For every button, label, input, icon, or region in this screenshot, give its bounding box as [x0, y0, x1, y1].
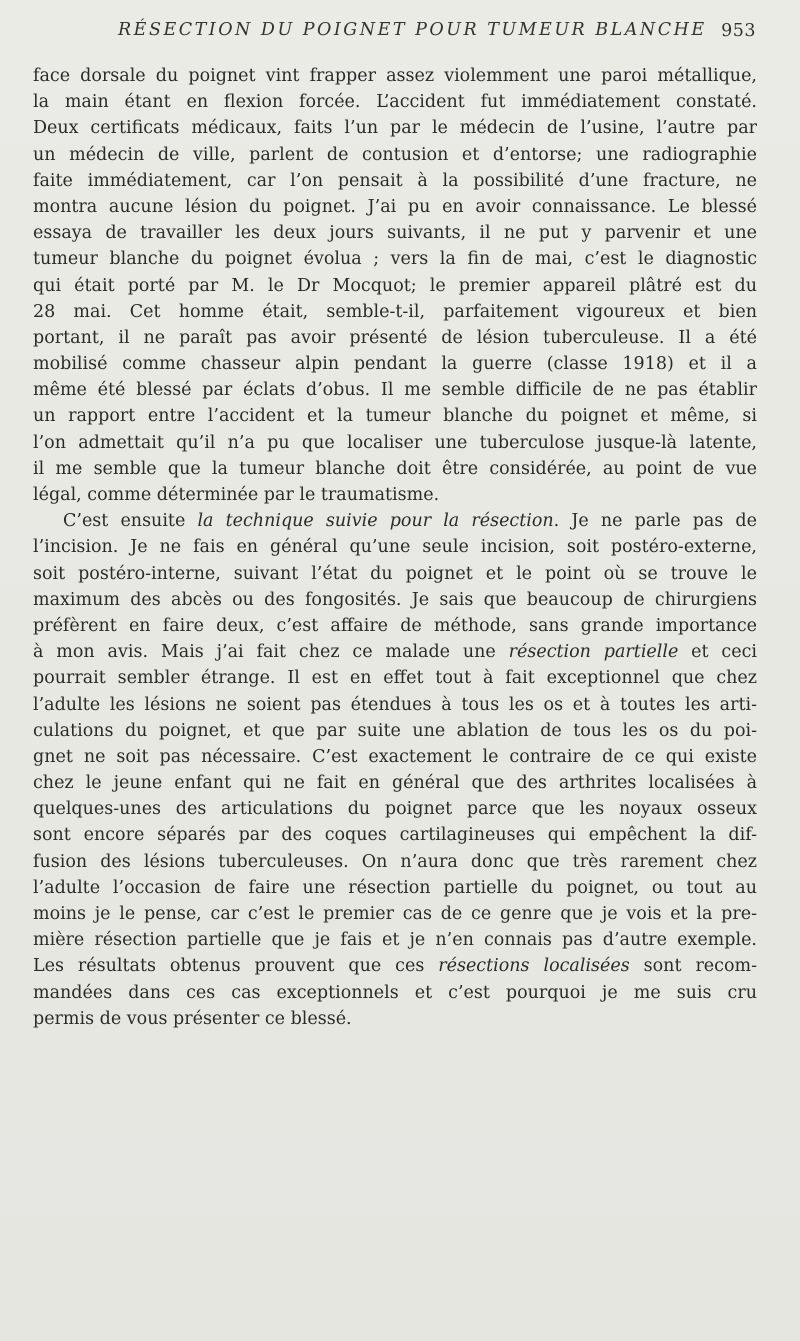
italic-phrase: résections localisées	[438, 956, 630, 977]
text-line	[33, 299, 757, 325]
text-line	[33, 770, 757, 796]
text-line	[33, 482, 757, 508]
text-run: un médecin de ville, parlent de contusion et d’entorse; une radiographie	[33, 144, 757, 165]
paragraph	[33, 63, 757, 508]
text-run: essaya de travailler les deux jours suivants, il ne put y parvenir et une	[33, 223, 757, 244]
text-run: fusion des lésions tuberculeuses. On n’aura donc que très rarement chez	[33, 851, 757, 872]
text-run: gnet ne soit pas nécessaire. C’est exactement le contraire de ce qui existe	[33, 746, 757, 767]
running-title: RÉSECTION DU POIGNET POUR TUMEUR BLANCHE	[118, 20, 707, 40]
text-line	[33, 142, 757, 168]
text-line	[33, 796, 757, 822]
italic-phrase: résection partielle	[508, 642, 679, 663]
text-line	[33, 194, 757, 220]
text-run: C’est ensuite	[63, 511, 198, 532]
text-run: même été blessé par éclats d’obus. Il me semble difficile de ne pas établir	[33, 380, 757, 401]
text-line	[33, 403, 757, 429]
text-run: Les résultats obtenus prouvent que ces	[33, 956, 439, 977]
text-line	[33, 89, 757, 115]
text-run: qui était porté par M. le Dr Mocquot; le premier appareil plâtré est du	[33, 275, 757, 296]
italic-phrase: la technique suivie pour la résection	[197, 511, 554, 532]
text-run: tumeur blanche du poignet évolua ; vers la fin de mai, c’est le diagnostic	[33, 249, 757, 270]
text-line	[33, 508, 757, 534]
text-line	[33, 456, 757, 482]
text-line	[33, 534, 757, 560]
text-run: soit postéro-interne, suivant l’état du poignet et le point où se trouve le	[33, 563, 757, 584]
text-line	[33, 220, 757, 246]
text-line	[33, 927, 757, 953]
running-header	[34, 20, 756, 46]
text-run: Deux certificats médicaux, faits l’un par le médecin de l’usine, l’autre par	[33, 118, 757, 139]
text-run: légal, comme déterminée par le traumatisme.	[33, 485, 440, 505]
text-run: préfèrent en faire deux, c’est affaire de méthode, sans grande importance	[33, 615, 757, 636]
text-run: . Je ne parle pas de	[553, 511, 757, 532]
text-line	[33, 980, 757, 1006]
text-run: il me semble que la tumeur blanche doit être considérée, au point de vue	[33, 458, 757, 479]
text-line	[33, 351, 757, 377]
text-line	[33, 613, 757, 639]
text-run: 28 mai. Cet homme était, semble-t-il, parfaitement vigoureux et bien	[33, 301, 757, 322]
article-body	[33, 63, 757, 1032]
text-run: l’on admettait qu’il n’a pu que localiser une tuberculose jusque-là latente,	[33, 432, 757, 453]
text-line	[33, 1006, 757, 1032]
text-run: pourrait sembler étrange. Il est en effet tout à fait exceptionnel que chez	[33, 668, 757, 689]
text-run: maximum des abcès ou des fongosités. Je sais que beaucoup de chirurgiens	[33, 589, 757, 610]
text-line	[33, 665, 757, 691]
text-line	[33, 822, 757, 848]
text-line	[33, 639, 757, 665]
text-run: sont encore séparés par des coques cartilagineuses qui empêchent la dif-	[33, 825, 757, 846]
text-run: faite immédiatement, car l’on pensait à la possibilité d’une fracture, ne	[33, 170, 757, 191]
text-line	[33, 377, 757, 403]
text-line	[33, 692, 757, 718]
text-line	[33, 953, 757, 979]
text-run: quelques-unes des articulations du poignet parce que les noyaux osseux	[33, 799, 757, 820]
text-run: moins je le pense, car c’est le premier cas de ce genre que je vois et la pre-	[33, 904, 757, 924]
page-number: 953	[721, 21, 756, 41]
text-line	[33, 63, 757, 89]
text-line	[33, 168, 757, 194]
text-run: sont recom-	[629, 956, 758, 977]
text-run: l’adulte l’occasion de faire une résection partielle du poignet, ou tout au	[33, 877, 757, 898]
text-line	[33, 587, 757, 613]
text-line	[33, 849, 757, 875]
paragraph	[33, 508, 757, 1032]
text-line	[33, 875, 757, 901]
text-run: la main étant en flexion forcée. L’accident fut immédiatement constaté.	[33, 92, 757, 113]
text-line	[33, 901, 757, 927]
text-run: chez le jeune enfant qui ne fait en général que des arthrites localisées à	[33, 773, 757, 794]
text-line	[33, 273, 757, 299]
text-run: portant, il ne paraît pas avoir présenté de lésion tuberculeuse. Il a été	[33, 327, 757, 348]
text-run: mandées dans ces cas exceptionnels et c’est pourquoi je me suis cru	[33, 982, 757, 1003]
text-run: culations du poignet, et que par suite une ablation de tous les os du poi-	[33, 720, 757, 741]
text-run: et ceci	[678, 642, 757, 663]
text-run: mobilisé comme chasseur alpin pendant la guerre (classe 1918) et il a	[33, 354, 757, 375]
text-line	[33, 325, 757, 351]
text-line	[33, 115, 757, 141]
text-run: un rapport entre l’accident et la tumeur blanche du poignet et même, si	[33, 406, 757, 427]
text-run: à mon avis. Mais j’ai fait chez ce malade une	[33, 642, 509, 663]
text-run: face dorsale du poignet vint frapper assez violemment une paroi métallique,	[33, 66, 757, 86]
text-run: l’adulte les lésions ne soient pas étendues à tous les os et à toutes les arti-	[33, 694, 757, 715]
text-line	[33, 561, 757, 587]
text-line	[33, 246, 757, 272]
text-line	[33, 744, 757, 770]
text-line	[33, 718, 757, 744]
text-run: l’incision. Je ne fais en général qu’une seule incision, soit postéro-externe,	[33, 537, 757, 558]
text-run: permis de vous présenter ce blessé.	[33, 1008, 352, 1029]
text-run: montra aucune lésion du poignet. J’ai pu en avoir connaissance. Le blessé	[33, 196, 757, 217]
text-line	[33, 430, 757, 456]
text-run: mière résection partielle que je fais et je n’en connais pas d’autre exemple.	[33, 930, 757, 951]
